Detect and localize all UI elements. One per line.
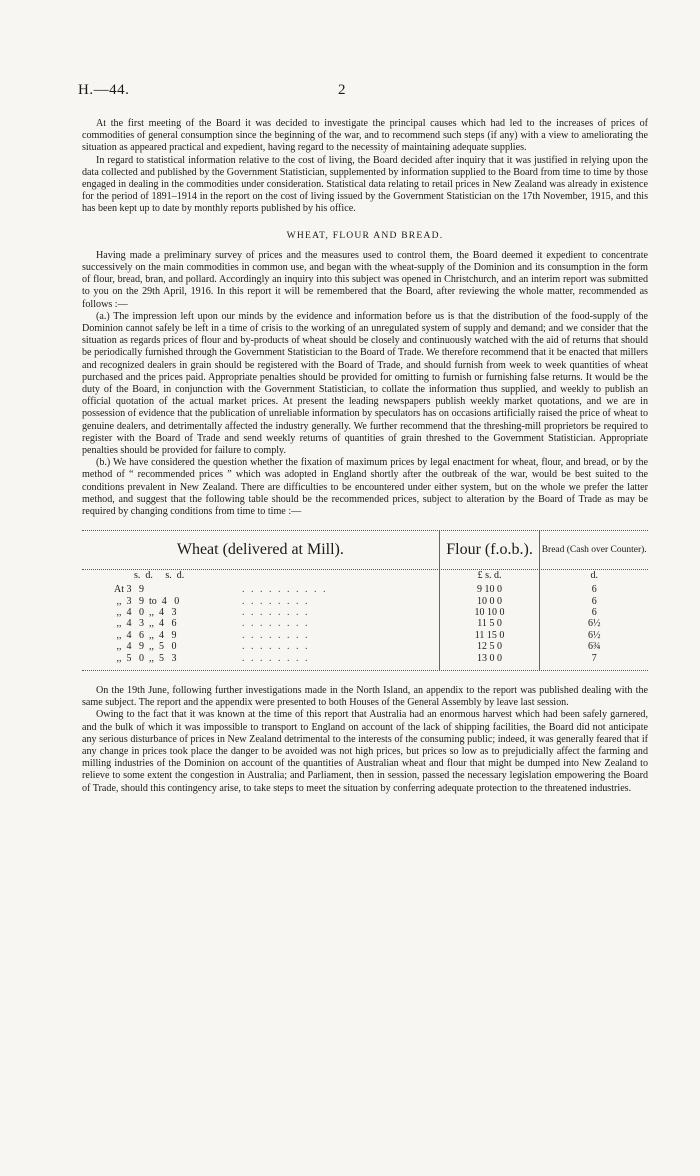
table-header-row	[82, 531, 648, 569]
recommended-prices-table	[82, 530, 648, 671]
table-row	[82, 653, 648, 664]
row-bread: 6½	[539, 618, 648, 629]
row-wheat: ,, 4 0 ,, 4 3	[114, 607, 177, 619]
table-rule-bottom	[82, 670, 648, 671]
header-bread: Bread (Cash over Counter).	[539, 531, 648, 569]
closing-paragraph: On the 19th June, following further investigations made in the North Island, an appendix to the report was published dealing with the same subject. The report and the appendix were presented to both Houses of the General Assembly by leave last session.	[82, 685, 648, 709]
leader-dots: . . . . . . . .	[242, 629, 310, 641]
units-wheat: s. d. s. d.	[134, 570, 185, 582]
row-wheat: At 3 9	[114, 584, 144, 596]
row-wheat: ,, 4 3 ,, 4 6	[114, 618, 177, 630]
page-number: 2	[338, 82, 346, 98]
row-flour: 9 10 0	[439, 584, 540, 595]
row-flour: 13 0 0	[439, 653, 540, 664]
leader-dots: . . . . . . . .	[242, 607, 310, 619]
closing-paragraph: Owing to the fact that it was known at the time of this report that Australia had an enormous harvest which had been safely garnered, and the bulk of which it was impossible to transport to England on account of the lack of shipping facilities, the Board did not anticipate any serious disturbance of prices in New Zealand detrimental to the interests of the consuming public; indeed, it was generally feared that if any change in prices took place the danger to be avoided was not high prices, but prices so low as to prejudicially affect the farming and milling industries of the Dominion on account of the quantities of Australian wheat and flour that might be dumped into New Zealand to relieve to some extent the congestion in Australia; and Parliament, then in session, passed the necessary legislation empowering the Board of Trade, should this contingency arise, to take steps to meet the situation by conferring adequate protection to the threatened industries.	[82, 709, 648, 794]
header-wheat: Wheat (delivered at Mill).	[176, 541, 344, 559]
row-bread: 6½	[539, 630, 648, 641]
section-paragraph: (a.) The impression left upon our minds by the evidence and information before us is that the distribution of the food-supply of the Dominion cannot safely be left in a time of crisis to the working of an unregulated system of supply and demand; and we consider that the situation as regards prices of flour and by-products of wheat should be closely and continuously watched with the aid of returns that should be periodically furnished through the Government Statistician to the Board of Trade. We therefore recommend that it be enacted that millers and recognized dealers in grain should be registered with the Board of Trade, and should furnish from week to week quantities of wheat purchased and the prices paid. Appropriate penalties should be provided for omitting to furnish or furnishing false returns. It would be the duty of the Board, in conjunction with the Government Statistician, to collate the information thus supplied, and weekly to publish an official quotation of the actual market prices. At present the leading newspapers publish weekly market quotations, and we are in possession of evidence that the publication of unreliable information by speculators has on occasions artificially raised the price of wheat to genuine dealers, and detrimentally affected the industry generally. We further recommend that the threshing-mill proprietors be required to register with the Board of Trade and send weekly returns of quantities of grain threshed to the Government Statistician. Appropriate penalties should be provided for failure to comply.	[82, 310, 648, 457]
row-wheat: ,, 4 6 ,, 4 9	[114, 629, 177, 641]
leader-dots: . . . . . . . .	[242, 641, 310, 653]
section-paragraph: (b.) We have considered the question whether the fixation of maximum prices by legal enactment for wheat, flour, and bread, or by the method of “ recommended prices ” which was adopted in England shortly after the outbreak of the war, would be best suited to the conditions prevalent in New Zealand. There are difficulties to be encountered under either system, but on the whole we prefer the latter method, and suggest that the following table should be the recommended prices, subject to alteration by the Board of Trade as may be required by changing conditions from time to time :—	[82, 457, 648, 518]
section-paragraph: Having made a preliminary survey of prices and the measures used to control them, the Board deemed it expedient to concentrate successively on the main commodities in common use, and began with the wheat-supply of the Dominion and its consumption in the form of flour, bread, bran, and pollard. Accordingly an inquiry into this subject was opened in Christchurch, and an interim report was submitted to you on the 29th April, 1916. In this report it will be remembered that the Board, after reviewing the whole matter, recommended as follows :—	[82, 249, 648, 310]
intro-paragraph: In regard to statistical information relative to the cost of living, the Board decided after inquiry that it was justified in relying upon the data collected and published by the Government Statistician, supplemented by information supplied to the Board from time to time by those engaged in dealing in the commodities under consideration. Statistical data relating to retail prices in New Zealand was already in existence for the period of 1891–1914 in the report on the cost of living issued by the Government Statistician on the 17th November, 1915, and this has been kept up to date by monthly reports published by his office.	[82, 154, 648, 215]
intro-paragraph: At the first meeting of the Board it was decided to investigate the principal causes which had led to the increases of prices of commodities of general consumption since the beginning of the war, and to recommend such steps (if any) with a view to ameliorating the situation as appeared practical and expedient, having regard to the necessity of maintaining adequate supplies.	[82, 118, 648, 154]
page-header	[78, 82, 648, 104]
table-units-row	[82, 570, 648, 584]
leader-dots: . . . . . . . .	[242, 618, 310, 630]
header-flour: Flour (f.o.b.).	[439, 531, 540, 569]
row-wheat: ,, 4 9 ,, 5 0	[114, 641, 177, 653]
row-flour: 10 10 0	[439, 607, 540, 618]
row-bread: 6	[539, 584, 648, 595]
table-row	[82, 641, 648, 652]
row-flour: 11 15 0	[439, 630, 540, 641]
leader-dots: . . . . . . . .	[242, 595, 310, 607]
table-row	[82, 584, 648, 595]
table-body	[82, 570, 648, 670]
row-wheat: ,, 5 0 ,, 5 3	[114, 652, 177, 664]
row-flour: 11 5 0	[439, 618, 540, 629]
row-bread: 7	[539, 653, 648, 664]
row-flour: 10 0 0	[439, 596, 540, 607]
table-row	[82, 630, 648, 641]
leader-dots: . . . . . . . .	[242, 652, 310, 664]
row-bread: 6	[539, 596, 648, 607]
row-flour: 12 5 0	[439, 641, 540, 652]
units-flour: £ s. d.	[439, 570, 540, 584]
units-bread: d.	[539, 570, 648, 584]
leader-dots: . . . . . . . . . .	[242, 584, 328, 596]
document-reference: H.—44.	[78, 82, 130, 98]
section-heading: WHEAT, FLOUR AND BREAD.	[286, 229, 444, 241]
table-row	[82, 607, 648, 618]
table-row	[82, 618, 648, 629]
document-page	[78, 82, 648, 795]
row-wheat: ,, 3 9 to 4 0	[114, 595, 180, 607]
row-bread: 6	[539, 607, 648, 618]
table-row	[82, 596, 648, 607]
row-bread: 6¾	[539, 641, 648, 652]
